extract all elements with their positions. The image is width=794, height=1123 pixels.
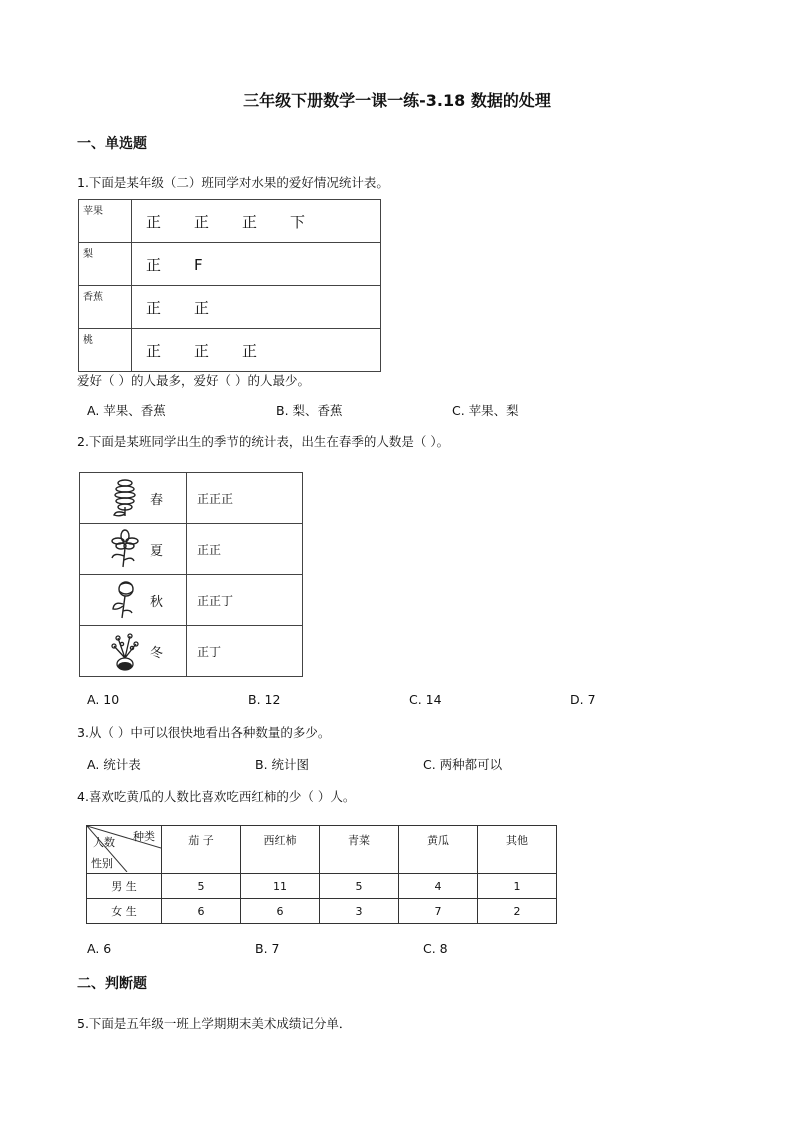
row-label: 男 生: [87, 874, 162, 899]
table-row: [80, 575, 303, 626]
question-3-stem: 3.从（ ）中可以很快地看出各种数量的多少。: [77, 725, 331, 740]
table-cell: 6: [162, 899, 241, 924]
table-row: [87, 899, 557, 924]
option-b[interactable]: B. 7: [255, 941, 280, 956]
fruit-name: 桃: [79, 329, 132, 372]
section-heading-single-choice: 一、单选题: [77, 136, 147, 152]
tally-mark: 正: [146, 298, 162, 317]
table-cell: 3: [320, 899, 399, 924]
page-title: 三年级下册数学一课一练-3.18 数据的处理: [243, 91, 551, 110]
option-c[interactable]: C. 14: [409, 692, 442, 707]
season-picture: [80, 626, 187, 677]
column-header: 黄瓜: [399, 826, 478, 874]
season-picture: [80, 473, 187, 524]
header-count-label: 人数: [93, 836, 115, 849]
table-cell: 11: [241, 874, 320, 899]
flower-icon: [108, 477, 142, 517]
option-d[interactable]: D. 7: [570, 692, 596, 707]
column-header: 茄 子: [162, 826, 241, 874]
season-label: 春: [150, 493, 164, 508]
question-1-prompt: 爱好（ ）的人最多，爱好（ ）的人最少。: [77, 373, 310, 388]
tally-cell: 正正正: [187, 473, 303, 524]
table-row: [79, 329, 381, 372]
option-b[interactable]: B. 12: [248, 692, 281, 707]
tally-mark: 正: [194, 341, 210, 360]
fruit-name: 苹果: [79, 200, 132, 243]
vegetable-preference-table: [86, 825, 557, 924]
tally-mark: 正: [146, 255, 162, 274]
table-cell: 7: [399, 899, 478, 924]
tally-cell: [132, 243, 381, 286]
question-2-stem: 2.下面是某班同学出生的季节的统计表，出生在春季的人数是（ ）。: [77, 434, 450, 449]
option-c[interactable]: C. 8: [423, 941, 448, 956]
tally-mark: 正: [146, 212, 162, 231]
season-label: 冬: [150, 646, 164, 661]
plum-blossom-icon: [108, 630, 142, 672]
season-label: 秋: [150, 595, 164, 610]
table-cell: 5: [320, 874, 399, 899]
table-cell: 5: [162, 874, 241, 899]
tally-cell: 正正丁: [187, 575, 303, 626]
header-gender-label: 性别: [91, 857, 113, 870]
table-row: [80, 473, 303, 524]
table-row: [79, 243, 381, 286]
tally-cell: [132, 329, 381, 372]
season-picture: [80, 524, 187, 575]
option-b[interactable]: B. 统计图: [255, 757, 310, 772]
option-a[interactable]: A. 苹果、香蕉: [87, 403, 166, 418]
table-cell: 4: [399, 874, 478, 899]
diagonal-header-cell: [87, 826, 162, 874]
tally-mark: 下: [290, 212, 306, 231]
column-header: 青菜: [320, 826, 399, 874]
tally-cell: 正正: [187, 524, 303, 575]
option-a[interactable]: A. 6: [87, 941, 112, 956]
flower-icon: [108, 579, 142, 619]
option-c[interactable]: C. 两种都可以: [423, 757, 503, 772]
column-header: 其他: [478, 826, 557, 874]
table-cell: 1: [478, 874, 557, 899]
tally-mark: 正: [242, 341, 258, 360]
table-cell: 6: [241, 899, 320, 924]
question-1-stem: 1.下面是某年级（二）班同学对水果的爱好情况统计表。: [77, 175, 389, 190]
table-row: [87, 874, 557, 899]
option-c[interactable]: C. 苹果、梨: [452, 403, 519, 418]
flower-icon: [108, 528, 142, 568]
fruit-tally-table: [78, 199, 381, 372]
fruit-name: 香蕉: [79, 286, 132, 329]
option-a[interactable]: A. 10: [87, 692, 120, 707]
tally-mark: 正: [194, 298, 210, 317]
tally-mark: 正: [242, 212, 258, 231]
question-4-stem: 4.喜欢吃黄瓜的人数比喜欢吃西红柿的少（ ）人。: [77, 789, 356, 804]
section-heading-true-false: 二、判断题: [77, 976, 147, 992]
tally-cell: [132, 200, 381, 243]
tally-mark: 正: [146, 341, 162, 360]
table-row: [80, 524, 303, 575]
season-tally-table: [79, 472, 303, 677]
header-category-label: 种类: [133, 830, 155, 843]
table-header-row: [87, 826, 557, 874]
option-b[interactable]: B. 梨、香蕉: [276, 403, 343, 418]
tally-cell: 正丁: [187, 626, 303, 677]
season-picture: [80, 575, 187, 626]
table-row: [79, 286, 381, 329]
question-5-stem: 5.下面是五年级一班上学期期末美术成绩记分单．: [77, 1016, 352, 1031]
tally-cell: [132, 286, 381, 329]
option-a[interactable]: A. 统计表: [87, 757, 141, 772]
column-header: 西红柿: [241, 826, 320, 874]
tally-mark: 正: [194, 212, 210, 231]
table-cell: 2: [478, 899, 557, 924]
row-label: 女 生: [87, 899, 162, 924]
season-label: 夏: [150, 544, 164, 559]
fruit-name: 梨: [79, 243, 132, 286]
table-row: [79, 200, 381, 243]
table-row: [80, 626, 303, 677]
tally-mark: F: [194, 255, 203, 274]
